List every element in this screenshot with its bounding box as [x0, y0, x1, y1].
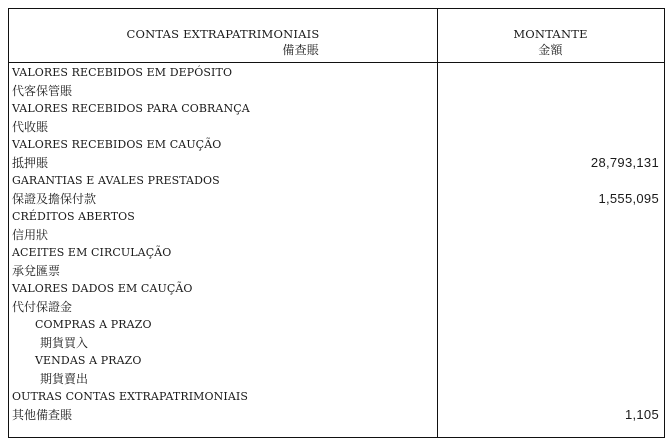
off-balance-sheet-table [8, 8, 665, 438]
table-row [9, 190, 664, 208]
table-row [9, 352, 664, 370]
table-row [9, 226, 664, 244]
row-label: 其他備查賬 [12, 408, 73, 422]
table-row [9, 298, 664, 316]
row-label: 承兌匯票 [12, 264, 61, 278]
row-label: 信用狀 [12, 228, 49, 242]
table-row [9, 280, 664, 298]
table-row [9, 262, 664, 280]
header-amount [437, 9, 664, 62]
row-label: COMPRAS A PRAZO [35, 318, 152, 331]
table-row [9, 406, 664, 424]
row-amount: 1,555,095 [598, 191, 659, 206]
table-row [9, 208, 664, 226]
table-row [9, 334, 664, 352]
row-label: CRÉDITOS ABERTOS [12, 210, 135, 223]
row-label: VALORES DADOS EM CAUÇÃO [12, 282, 193, 295]
row-label: 抵押賬 [12, 156, 49, 170]
account-rows [9, 64, 664, 424]
header-accounts-pt: CONTAS EXTRAPATRIMONIAIS [126, 27, 320, 41]
row-label: 代付保證金 [12, 300, 73, 314]
row-label: 期貨買入 [40, 336, 89, 350]
row-label: 代收賬 [12, 120, 49, 134]
row-label: VALORES RECEBIDOS EM DEPÓSITO [12, 66, 233, 79]
header-divider [9, 62, 664, 63]
table-row [9, 100, 664, 118]
header-accounts-zh: 備查賬 [282, 43, 319, 57]
table-row [9, 370, 664, 388]
table-row [9, 244, 664, 262]
table-row [9, 172, 664, 190]
row-label: 代客保管賬 [12, 84, 73, 98]
table-row [9, 118, 664, 136]
table-row [9, 388, 664, 406]
row-amount: 28,793,131 [590, 155, 659, 170]
header-amount-zh: 金額 [538, 43, 563, 57]
table-row [9, 316, 664, 334]
table-row [9, 136, 664, 154]
row-label: GARANTIAS E AVALES PRESTADOS [12, 174, 220, 187]
table-row [9, 64, 664, 82]
header-amount-pt: MONTANTE [513, 27, 588, 41]
table-row [9, 82, 664, 100]
row-label: VENDAS A PRAZO [35, 354, 142, 367]
row-amount: 1,105 [624, 407, 659, 422]
header-accounts [9, 9, 437, 62]
row-label: ACEITES EM CIRCULAÇÃO [12, 246, 172, 259]
row-label: VALORES RECEBIDOS PARA COBRANÇA [12, 102, 250, 115]
row-label: VALORES RECEBIDOS EM CAUÇÃO [12, 138, 222, 151]
table-row [9, 154, 664, 172]
row-label: OUTRAS CONTAS EXTRAPATRIMONIAIS [12, 390, 248, 403]
row-label: 保證及擔保付款 [12, 192, 97, 206]
row-label: 期貨賣出 [40, 372, 89, 386]
